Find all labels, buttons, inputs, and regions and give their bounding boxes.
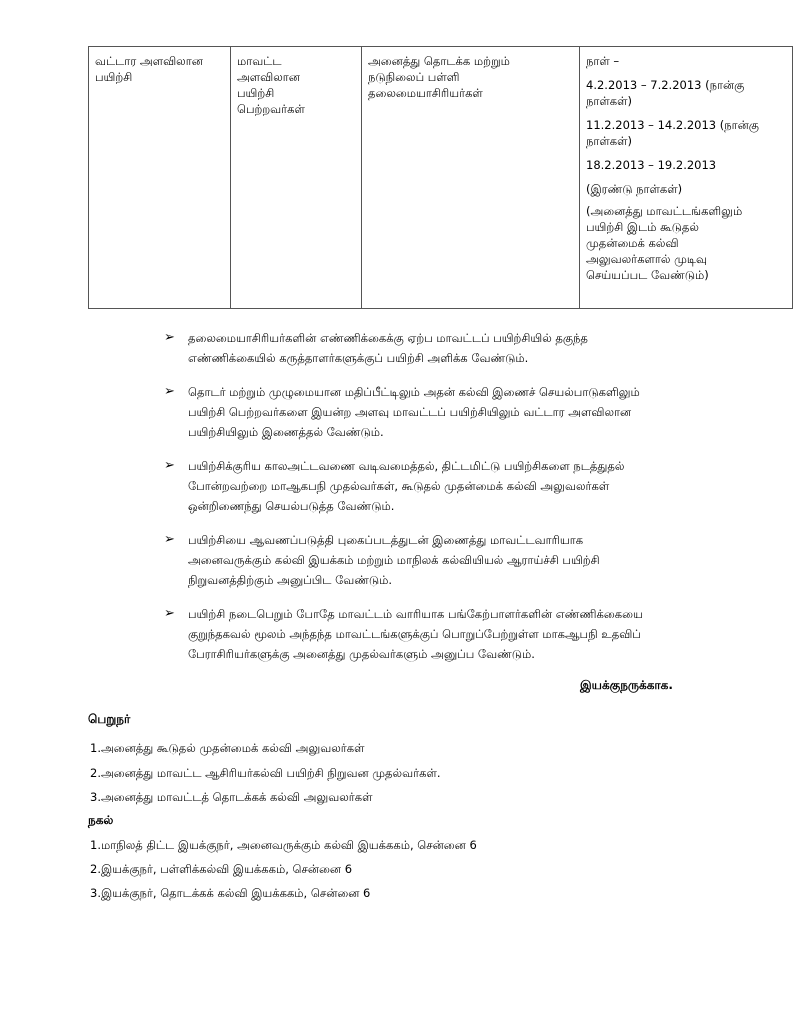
recipient-item: 1.அனைத்து கூடுதல் முதன்மைக் கல்வி அலுவலர்கள் — [90, 741, 365, 755]
bullet-line: அனைவருக்கும் கல்வி இயக்கம் மற்றும் மாநிலக் கல்வியியல் ஆராய்ச்சி பயிற்சி — [188, 553, 600, 567]
arrow-bullet-icon: ➢ — [164, 458, 175, 473]
cell-line: (இரண்டு நாள்கள்) — [586, 182, 683, 196]
cell-line: அலுவலர்களால் முடிவு — [586, 252, 708, 266]
date-range-3 — [586, 157, 786, 173]
bullet-line: பயிற்சியிலும் இணைத்தல் வேண்டும். — [188, 425, 384, 439]
cell-line: பயிற்சி இடம் கூடுதல் — [586, 220, 699, 234]
arrow-bullet-icon: ➢ — [164, 532, 175, 547]
bullet-line: பயிற்சியை ஆவணப்படுத்தி புகைப்படத்துடன் இணைத்து மாவட்டவாரியாக — [188, 533, 584, 547]
arrow-bullet-icon: ➢ — [164, 330, 175, 345]
dates-cell — [580, 47, 793, 309]
training-level-cell — [89, 47, 231, 309]
copy-item: 3.இயக்குநர், தொடக்கக் கல்வி இயக்ககம், சென்னை 6 — [90, 886, 371, 900]
list-item — [164, 328, 724, 368]
copy-item: 1.மாநிலத் திட்ட இயக்குநர், அனைவருக்கும் கல்வி இயக்ககம், சென்னை 6 — [90, 838, 477, 852]
date-range-2 — [586, 117, 786, 149]
cell-line: அனைத்து தொடக்க மற்றும் — [368, 54, 510, 68]
cell-line: பயிற்சி — [95, 70, 133, 84]
cell-line: 18.2.2013 – 19.2.2013 — [586, 158, 717, 172]
bullet-line: பயிற்சிக்குரிய காலஅட்டவணை வடிவமைத்தல், திட்டமிட்டு பயிற்சிகளை நடத்துதல் — [188, 459, 625, 473]
date-duration — [586, 181, 786, 197]
bullet-line: பயிற்சி நடைபெறும் போதே மாவட்டம் வாரியாக பங்கேற்பாளர்களின் எண்ணிக்கையை — [188, 607, 643, 621]
table-row — [89, 47, 793, 309]
cell-line: நடுநிலைப் பள்ளி — [368, 70, 460, 84]
cell-line: 11.2.2013 – 14.2.2013 (நான்கு — [586, 118, 759, 132]
instruction-list — [164, 328, 724, 678]
participants-cell — [362, 47, 580, 309]
cell-line: (அனைத்து மாவட்டங்களிலும் — [586, 204, 743, 218]
copy-heading: நகல் — [88, 813, 114, 827]
signature-line: இயக்குநருக்காக. — [580, 678, 673, 692]
bullet-line: தலைமையாசிரியர்களின் எண்ணிக்கைக்கு ஏற்ப மாவட்டப் பயிற்சியில் தகுந்த — [188, 331, 588, 345]
cell-line: மாவட்ட — [237, 54, 282, 68]
arrow-bullet-icon: ➢ — [164, 606, 175, 621]
cell-line: 4.2.2013 – 7.2.2013 (நான்கு — [586, 78, 745, 92]
copy-item: 2.இயக்குநர், பள்ளிக்கல்வி இயக்ககம், சென்னை 6 — [90, 862, 353, 876]
cell-line: தலைமையாசிரியர்கள் — [368, 86, 483, 100]
cell-line: நாள்கள்) — [586, 134, 632, 148]
bullet-line: பேராசிரியர்களுக்கு அனைத்து முதல்வர்களும் அனுப்ப வேண்டும். — [188, 647, 535, 661]
bullet-line: குறுந்தகவல் மூலம் அந்தந்த மாவட்டங்களுக்குப் பொறுப்பேற்றுள்ள மாகஆபநி உதவிப் — [188, 627, 641, 641]
cell-line: அளவிலான — [237, 70, 300, 84]
cell-line: செய்யப்பட வேண்டும்) — [586, 268, 709, 282]
bullet-line: பயிற்சி பெற்றவர்களை இயன்ற அளவு மாவட்டப் பயிற்சியிலும் வட்டார அளவிலான — [188, 405, 632, 419]
list-item — [164, 530, 724, 590]
list-item — [164, 382, 724, 442]
arrow-bullet-icon: ➢ — [164, 384, 175, 399]
bullet-line: எண்ணிக்கையில் கருத்தாளர்களுக்குப் பயிற்சி அளிக்க வேண்டும். — [188, 351, 529, 365]
date-note — [586, 203, 786, 283]
cell-line: பெற்றவர்கள் — [237, 102, 305, 116]
date-label: நாள் – — [586, 54, 620, 68]
recipients-heading: பெறுநர் — [88, 712, 131, 726]
cell-line: நாள்கள்) — [586, 94, 632, 108]
training-schedule-table — [88, 46, 793, 309]
bullet-line: தொடர் மற்றும் முழுமையான மதிப்பீட்டிலும் அதன் கல்வி இணைச் செயல்பாடுகளிலும் — [188, 385, 640, 399]
recipient-item: 2.அனைத்து மாவட்ட ஆசிரியர்கல்வி பயிற்சி நிறுவன முதல்வர்கள். — [90, 766, 441, 780]
bullet-line: போன்றவற்றை மாஆகபநி முதல்வர்கள், கூடுதல் முதன்மைக் கல்வி அலுவலர்கள் — [188, 479, 610, 493]
trainer-cell — [231, 47, 362, 309]
bullet-line: நிறுவனத்திற்கும் அனுப்பிட வேண்டும். — [188, 573, 393, 587]
list-item — [164, 456, 724, 516]
list-item — [164, 604, 724, 664]
bullet-line: ஒன்றிணைந்து செயல்படுத்த வேண்டும். — [188, 499, 395, 513]
recipient-item: 3.அனைத்து மாவட்டத் தொடக்கக் கல்வி அலுவலர்கள் — [90, 790, 373, 804]
cell-line: வட்டார அளவிலான — [95, 54, 203, 68]
cell-line: பயிற்சி — [237, 86, 275, 100]
date-range-1 — [586, 77, 786, 109]
cell-line: முதன்மைக் கல்வி — [586, 236, 679, 250]
